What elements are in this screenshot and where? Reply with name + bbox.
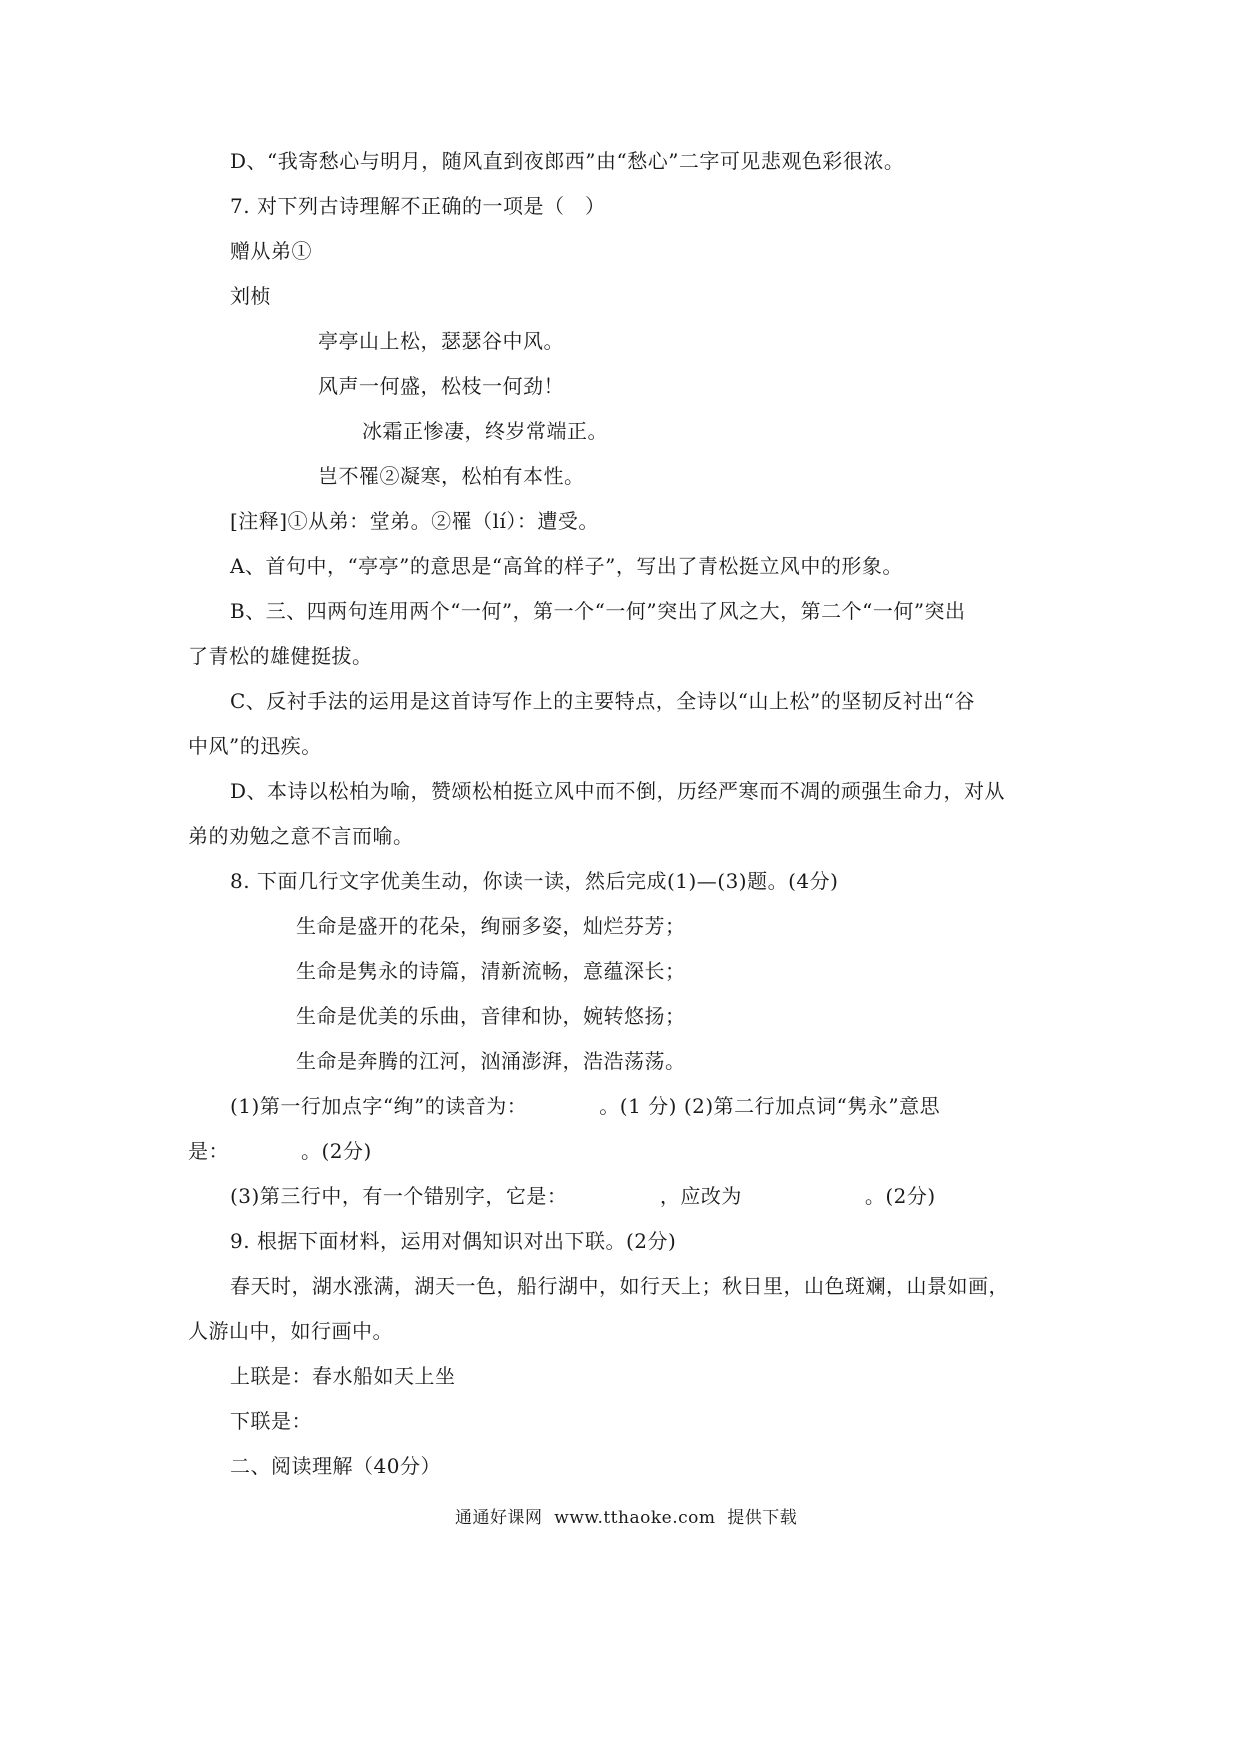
option-a: A、首句中，“亭亭”的意思是“高耸的样子”，写出了青松挺立风中的形象。 [230, 554, 903, 578]
option-d: D、本诗以松柏为喻，赞颂松柏挺立风中而不倒，历经严寒而不凋的顽强生命力，对从 [230, 779, 1006, 803]
passage-line-1: 生命是盛开的花朵，绚丽多姿，灿烂芬芳； [296, 914, 686, 938]
option-c: C、反衬手法的运用是这首诗写作上的主要特点，全诗以“山上松”的坚韧反衬出“谷 [230, 689, 975, 713]
question-9: 9. 根据下面材料，运用对偶知识对出下联。(2分) [230, 1229, 677, 1253]
poem-line-3: 冰霜正惨凄，终岁常端正。 [362, 419, 608, 443]
question-8-part-3: (3)第三行中，有一个错别字，它是： ，应改为 。(2分) [230, 1184, 936, 1208]
poem-author: 刘桢 [230, 284, 271, 308]
option-d-q6: D、“我寄愁心与明月，随风直到夜郎西”由“愁心”二字可见悲观色彩很浓。 [230, 149, 905, 173]
poem-notes: [注释]①从弟：堂弟。②罹（lí）：遭受。 [230, 509, 599, 533]
question-8-parts-1-2: (1)第一行加点字“绚”的读音为： 。(1 分) (2)第二行加点词“隽永”意思 [230, 1094, 941, 1118]
material-text-cont: 人游山中，如行画中。 [188, 1319, 393, 1343]
section-heading: 二、阅读理解（40分） [230, 1454, 441, 1478]
material-text: 春天时，湖水涨满，湖天一色，船行湖中，如行天上；秋日里，山色斑斓，山景如画， [230, 1274, 1009, 1298]
passage-line-2: 生命是隽永的诗篇，清新流畅，意蕴深长； [296, 959, 686, 983]
poem-line-1: 亭亭山上松，瑟瑟谷中风。 [318, 329, 564, 353]
poem-line-2: 风声一何盛，松枝一何劲！ [318, 374, 564, 398]
upper-couplet: 上联是：春水船如天上坐 [230, 1364, 456, 1388]
passage-line-4: 生命是奔腾的江河，汹涌澎湃，浩浩荡荡。 [296, 1049, 686, 1073]
poem-line-4: 岂不罹②凝寒，松柏有本性。 [318, 464, 585, 488]
question-7: 7. 对下列古诗理解不正确的一项是（ ） [230, 194, 606, 218]
passage-line-3: 生命是优美的乐曲，音律和协，婉转悠扬； [296, 1004, 686, 1028]
option-b-cont: 了青松的雄健挺拔。 [188, 644, 373, 668]
page-footer: 通通好课网 www.tthaoke.com 提供下载 [455, 1508, 798, 1528]
question-8: 8. 下面几行文字优美生动，你读一读，然后完成(1)—(3)题。(4分) [230, 869, 839, 893]
lower-couplet: 下联是： [230, 1409, 312, 1433]
question-8-part-2-cont: 是： 。(2分) [188, 1139, 372, 1163]
option-d-cont: 弟的劝勉之意不言而喻。 [188, 824, 414, 848]
poem-title: 赠从弟① [230, 239, 312, 263]
option-b: B、三、四两句连用两个“一何”，第一个“一何”突出了风之大，第二个“一何”突出 [230, 599, 966, 623]
option-c-cont: 中风”的迅疾。 [188, 734, 322, 758]
